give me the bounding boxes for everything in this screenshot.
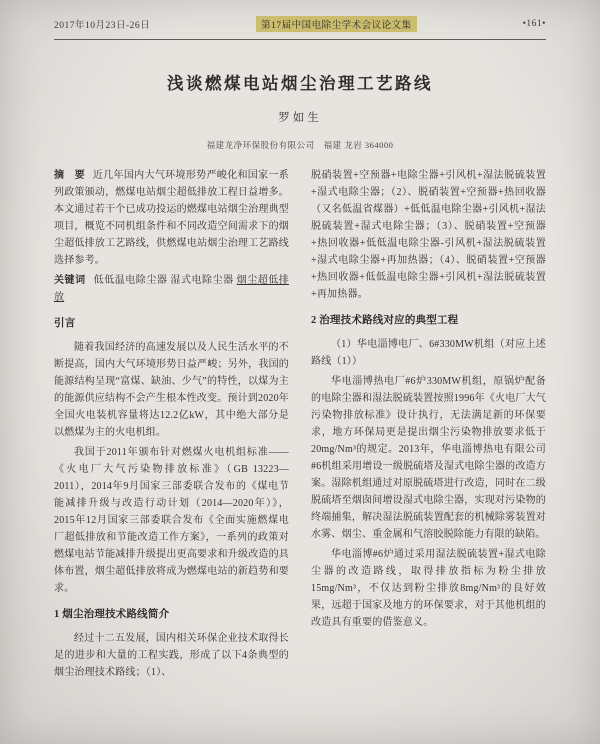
right-column [311, 167, 546, 712]
author-name: 罗如生 [278, 112, 322, 124]
section2-heading: 2 治理技术路线对应的典型工程 [311, 315, 459, 326]
author-affiliation: 福建龙净环保股份有限公司 福建 龙岩 364000 [206, 140, 394, 150]
section1-paragraph: 经过十二五发展，国内相关环保企业技术取得长足的进步和大量的工程实践，形成了以下4条典型的烟尘治理技术路线；（1）、 [54, 632, 289, 678]
header-date: 2017年10月23日-26日 [54, 21, 151, 31]
keywords-text-underlined: 烟尘超低排放 [54, 275, 289, 303]
intro-paragraph-2: 我国于2011年颁布针对燃煤火电机组标准——《火电厂大气污染物排放标准》（GB 13223—2011），2014年9月国家三部委联合发布的《煤电节能减排升级与改造行动计划（2014—2020年）》，2015年12月国家三部委联合发布《全面实施燃煤电厂超低排放和节能改造工作方案》，一系列的政策对燃煤电站节能减排升级提出更高要求和升级改造的具体布置，烟尘超低排放将成为燃煤电站的新趋势和要求。 [54, 446, 289, 594]
keywords [54, 272, 289, 306]
section2-paragraph-2: 华电淄博#6炉通过采用湿法脱硫装置+湿式电除尘器的改造路线，取得排放指标为粉尘排放15mg/Nm³，不仅达到粉尘排放8mg/Nm³的良好效果，远超于国家及地方的环保要求，对于其他机组的改造具有重要的借鉴意义。 [311, 548, 546, 628]
header-page-number: •161• [522, 19, 546, 29]
section1-heading: 1 烟尘治理技术路线简介 [54, 608, 170, 620]
abstract [54, 167, 289, 269]
abstract-text: 近几年国内大气环境形势严峻化和国家一系列政策颁动，燃煤电站烟尘超低排放工程日益增多。本文通过若干个已成功投运的燃煤电站烟尘治理典型项目，概览不同机组条件和不同改造空间需求下的烟尘超低排放工艺路线，供燃煤电站烟尘治理工艺路线选择参考。 [54, 170, 289, 266]
intro-paragraph-1: 随着我国经济的高速发展以及人民生活水平的不断提高，国内大气环境形势日益严峻；另外，我国的能源结构呈现“富煤、缺油、少气”的特性，以煤为主的能源供应结构不会产生根本性改变。预计到2020年全国火电装机容量将达12.2亿kW，其中绝大部分是以燃煤为主的火电机组。 [54, 341, 289, 438]
section2-subheading: （1）华电淄博电厂、6#330MW机组（对应上述路线（1）） [311, 338, 546, 367]
keywords-label: 关键词 [54, 275, 86, 286]
section2-paragraph-1: 华电淄博热电厂#6炉330MW机组，原锅炉配备的电除尘器和湿法脱硫装置按照1996年《火电厂大气污染物排放标准》设计执行，无法满足新的环保要求，地方环保局更是提出烟尘污染物排放要求低于20mg/Nm³的规定。2013年，华电淄博热电有限公司#6机组采用增设一级脱硫塔及湿式电除尘器的改造方案。湿除机组通过对原脱硫塔进行改造，同时在二级脱硫塔至烟囱间增设湿式电除尘器，实现对污染物的终端捕集，解决湿法脱硫装置配套的机械除雾装置对水雾、烟尘、重金属和气溶胶脱除能力有限的缺陷。 [311, 375, 546, 540]
intro-heading: 引言 [54, 318, 76, 329]
left-column [54, 167, 289, 712]
routes-continuation-paragraph: 脱硝装置+空预器+电除尘器+引风机+湿法脱硫装置+湿式电除尘器；（2）、脱硝装置+空预器+热回收器（又名低温省煤器）+低低温电除尘器+引风机+湿法脱硫装置+湿式电除尘器；（3）、脱硝装置+空预器+热回收器+低低温电除尘器-引风机+湿法脱硫装置+湿式电除尘器+再加热器；（4）、脱硝装置+空预器+热回收器+低低温电除尘器+引风机+湿法脱硫装置+再加热器。 [311, 170, 546, 300]
keywords-text: 低低温电除尘器 湿式电除尘器 [93, 275, 237, 286]
two-column-body [54, 167, 546, 712]
abstract-label: 摘 要 [54, 170, 85, 181]
page-header [54, 16, 546, 40]
header-proceedings-title: 第17届中国电除尘学术会议论文集 [256, 16, 417, 32]
paper-title: 浅谈燃煤电站烟尘治理工艺路线 [167, 74, 433, 93]
